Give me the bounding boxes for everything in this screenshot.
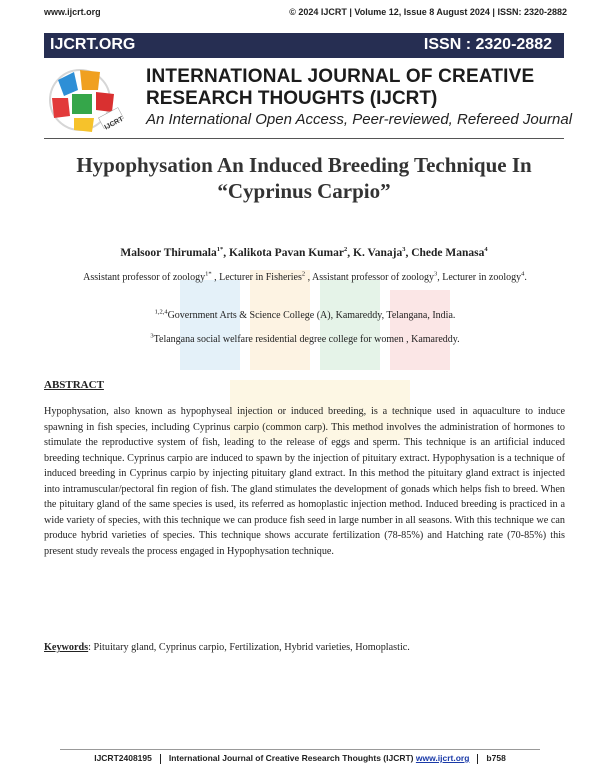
footer-separator <box>477 754 478 764</box>
affiliation-text: Telangana social welfare residential degree college for women , Kamareddy. <box>153 334 460 345</box>
site-url[interactable]: www.ijcrt.org <box>44 7 101 17</box>
title-line-1: Hypophysation An Induced Breeding Technique In <box>76 153 532 177</box>
footer-id: IJCRT2408195 <box>94 753 152 763</box>
author-list: Malsoor Thirumala$^{1*}$, Kalikota Pavan Kumar$^2$, K. Vanaja$^3$, Chede Manasa$^4$ <box>120 246 488 259</box>
role-end: . <box>524 272 527 283</box>
role-text: , Assistant professor of zoology <box>305 272 434 283</box>
issue-meta: © 2024 IJCRT | Volume 12, Issue 8 August 2024 | ISSN: 2320-2882 <box>289 7 567 17</box>
role-sup: 2 <box>301 270 306 278</box>
abstract-heading: ABSTRACT <box>44 379 104 391</box>
footer-journal: International Journal of Creative Research Thoughts (IJCRT) <box>168 753 414 763</box>
role-sup: 3 <box>433 270 438 278</box>
affiliation-sup: 3 <box>150 332 154 340</box>
journal-title-line2: RESEARCH THOUGHTS (IJCRT) <box>146 88 438 109</box>
title-line-2: “Cyprinus Carpio” <box>217 179 391 203</box>
author-name: Malsoor Thirumala <box>120 247 217 259</box>
role-text: , Lecturer in Fisheries <box>211 272 302 283</box>
author-sup: 1* <box>216 246 224 254</box>
page-footer <box>0 753 600 764</box>
keywords-label: Keywords <box>44 642 89 653</box>
paper-title <box>44 152 564 204</box>
journal-band <box>44 33 564 58</box>
footer-page: b758 <box>486 753 506 763</box>
role-text: , Lecturer in zoology <box>437 272 522 283</box>
role-text: Assistant professor of zoology <box>83 272 206 283</box>
footer-url-link[interactable]: www.ijcrt.org <box>415 753 470 763</box>
affiliation-sup: 1,2,4 <box>154 308 168 316</box>
role-sup: 4 <box>521 270 525 278</box>
author-name: K. Vanaja <box>353 247 403 259</box>
author-sup: 4 <box>484 246 488 254</box>
author-name: Kalikota Pavan Kumar <box>228 247 344 259</box>
footer-separator <box>160 754 161 764</box>
keywords <box>44 642 564 653</box>
author-sup: 3 <box>402 246 406 254</box>
affiliation-2 <box>60 333 550 346</box>
journal-tagline: An International Open Access, Peer-reviewed, Refereed Journal <box>146 111 573 128</box>
role-sup: 1* <box>205 270 212 278</box>
abstract-body: Hypophysation, also known as hypophyseal injection or induced breeding, is a technique used in aquaculture to induce spawning in fish species, including Cyprinus carpio (common carp). This method involves the administration of hormones to stimulate the reproductive system of fish, leading to the release of eggs and sperm. This technique is an artificial induced breeding technique. Cyprinus carpio are induced to spawn by the injection of pituitary extract. Hypophysation is a technique of induced breeding in Cyprinus carpio by injecting pituitary gland extract. In this method the pituitary gland extract is injected into intramuscular/pectoral fin region of fish. The gland stimulates the development of gonads which helps fish to breed. When the pituitary gland of the same species is used, its referred as homoplastic injection method. Induced breeding is practiced in a wide variety of species, with this technique we can produce fish seed in large number in all seasons. With this technique we can produce hybrid varieties of species. This technique shows accurate fertilization (78-85%) and Hatching rate (70-85%) this present study reveals the process engaged in Hypophysation technique. <box>44 406 565 557</box>
footer-divider <box>60 749 540 750</box>
author-name: Chede Manasa <box>411 247 485 259</box>
svg-text:IJCRT: IJCRT <box>103 115 125 132</box>
header-divider <box>44 138 564 139</box>
author-roles <box>60 271 550 284</box>
keywords-list: : Pituitary gland, Cyprinus carpio, Fertilization, Hybrid varieties, Homoplastic. <box>88 642 410 653</box>
affiliation-1 <box>60 309 550 322</box>
author-sup: 2 <box>344 246 348 254</box>
band-site: IJCRT.ORG <box>50 36 136 53</box>
band-issn: ISSN : 2320-2882 <box>423 36 552 53</box>
page-header <box>0 0 600 22</box>
ijcrt-logo-icon <box>44 64 140 136</box>
journal-title-line1: INTERNATIONAL JOURNAL OF CREATIVE <box>146 66 535 87</box>
affiliation-text: Government Arts & Science College (A), Kamareddy, Telangana, India. <box>167 310 456 321</box>
